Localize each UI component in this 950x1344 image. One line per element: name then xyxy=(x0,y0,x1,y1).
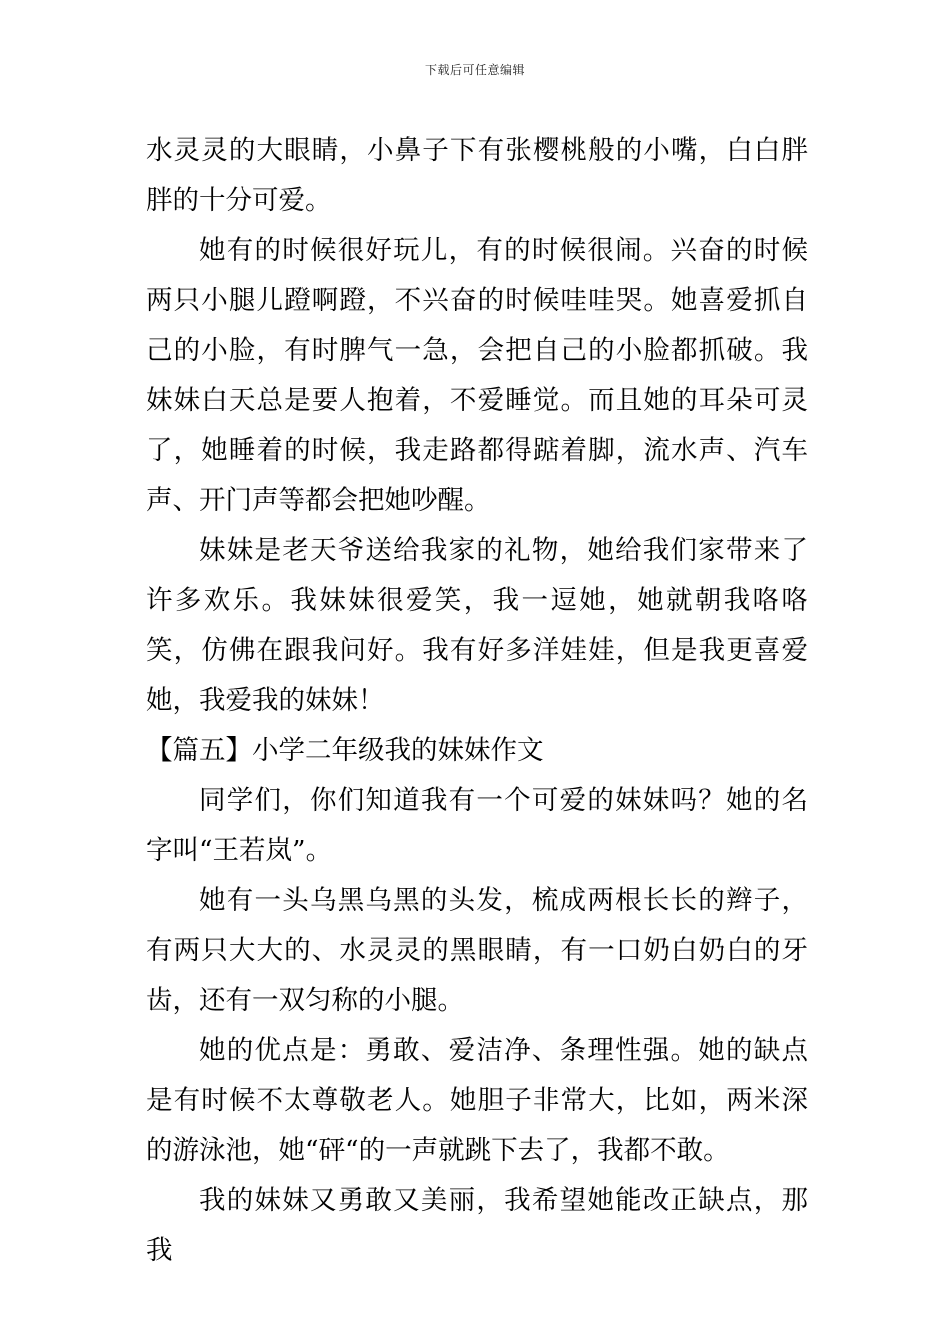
paragraph: 她的优点是：勇敢、爱洁净、条理性强。她的缺点是有时候不太尊敬老人。她胆子非常大，比如，两米深的游泳池，她“砰“的一声就跳下去了，我都不敢。 xyxy=(146,1035,808,1166)
paragraph: 她有一头乌黑乌黑的头发，梳成两根长长的辫子，有两只大大的、水灵灵的黑眼睛，有一口奶白奶白的牙齿，还有一双匀称的小腿。 xyxy=(146,885,808,1016)
section-heading: 【篇五】小学二年级我的妹妹作文 xyxy=(146,735,544,766)
document-body xyxy=(146,126,808,1276)
paragraph: 她有的时候很好玩儿，有的时候很闹。兴奋的时候两只小腿儿蹬啊蹬，不兴奋的时候哇哇哭。她喜爱抓自己的小脸，有时脾气一急，会把自己的小脸都抓破。我妹妹白天总是要人抱着，不爱睡觉。而且她的耳朵可灵了，她睡着的时候，我走路都得踮着脚，流水声、汽车声、开门声等都会把她吵醒。 xyxy=(146,235,808,516)
paragraph: 同学们，你们知道我有一个可爱的妹妹吗？她的名字叫“王若岚”。 xyxy=(146,785,808,866)
paragraph-continuation: 水灵灵的大眼睛，小鼻子下有张樱桃般的小嘴，白白胖胖的十分可爱。 xyxy=(146,135,808,216)
paragraph: 妹妹是老天爷送给我家的礼物，她给我们家带来了许多欢乐。我妹妹很爱笑，我一逗她，她就朝我咯咯笑，仿佛在跟我问好。我有好多洋娃娃，但是我更喜爱她，我爱我的妹妹！ xyxy=(146,535,808,716)
paragraph: 我的妹妹又勇敢又美丽，我希望她能改正缺点，那我 xyxy=(146,1185,808,1266)
page-header: 下载后可任意编辑 xyxy=(424,63,525,77)
